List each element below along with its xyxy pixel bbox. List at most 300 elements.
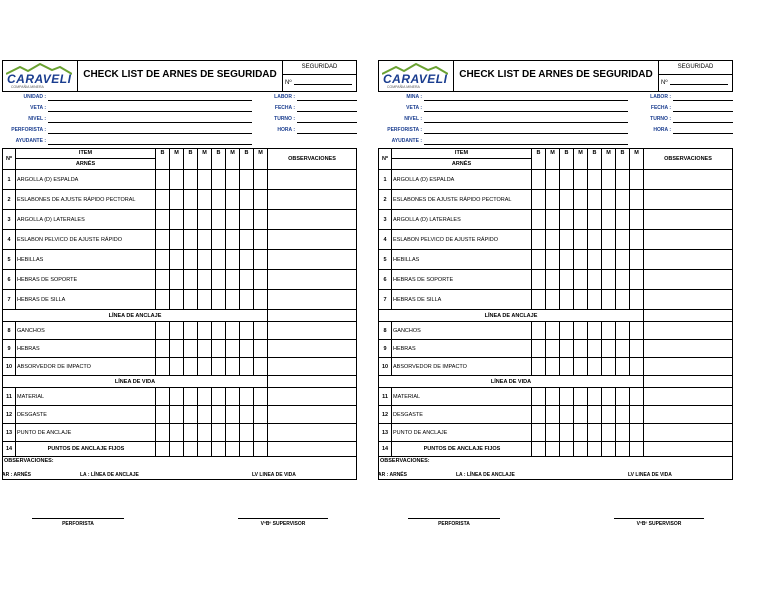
observation-cell[interactable] [268,270,356,289]
rating-cell[interactable] [546,442,560,456]
header-item [392,149,532,169]
rating-cell[interactable] [602,250,616,269]
rating-cell[interactable] [616,230,630,249]
observation-cell[interactable] [644,424,732,441]
rating-cell[interactable] [198,210,212,229]
rating-cell[interactable] [588,424,602,441]
perforista-field[interactable]: PERFORISTA : [2,125,252,135]
rating-cell[interactable] [630,210,644,229]
rating-cell[interactable] [532,442,546,456]
rating-cell[interactable] [588,290,602,309]
rating-cell[interactable] [574,210,588,229]
rating-cell[interactable] [240,322,254,339]
rating-cell[interactable] [226,442,240,456]
rating-cell[interactable] [616,358,630,375]
observation-cell[interactable] [644,442,732,456]
rating-cell[interactable] [574,170,588,189]
observation-cell[interactable] [268,424,356,441]
table-row [379,250,732,270]
rating-cell[interactable] [532,210,546,229]
observation-cell[interactable] [644,230,732,249]
rating-cell[interactable] [254,424,268,441]
rating-cell[interactable] [532,250,546,269]
hora-field[interactable]: HORA : [643,125,733,135]
rating-cell[interactable] [198,322,212,339]
rating-cell[interactable] [616,424,630,441]
rating-cell[interactable] [184,340,198,357]
rating-cell[interactable] [546,424,560,441]
observation-cell[interactable] [268,170,356,189]
rating-cell[interactable] [588,388,602,405]
rating-cell[interactable] [602,210,616,229]
row-number: 9 [379,340,392,357]
rating-cell[interactable] [574,290,588,309]
rating-cell[interactable] [170,406,184,423]
rating-cell[interactable] [156,322,170,339]
rating-cell[interactable] [602,170,616,189]
labor-field[interactable]: LABOR : [267,92,357,102]
table-row [379,210,732,230]
rating-cell[interactable] [532,270,546,289]
rating-cell[interactable] [254,358,268,375]
rating-cell[interactable] [630,442,644,456]
observation-cell[interactable] [644,190,732,209]
rating-cell[interactable] [184,358,198,375]
veta-field[interactable]: VETA : [378,103,628,113]
rating-cell[interactable] [240,442,254,456]
rating-cell[interactable] [630,170,644,189]
rating-cell[interactable] [254,322,268,339]
rating-cell[interactable] [560,170,574,189]
rating-cell[interactable] [170,388,184,405]
rating-cell[interactable] [240,210,254,229]
rating-cell[interactable] [616,388,630,405]
rating-cell[interactable] [602,190,616,209]
section-obs-cell[interactable] [644,376,732,387]
rating-cell[interactable] [560,230,574,249]
rating-cell[interactable] [546,250,560,269]
rating-cell[interactable] [212,170,226,189]
rating-cell[interactable] [546,190,560,209]
rating-cell[interactable] [240,270,254,289]
rating-cell[interactable] [560,210,574,229]
observation-cell[interactable] [268,340,356,357]
rating-cell[interactable] [532,340,546,357]
observation-cell[interactable] [268,358,356,375]
rating-cell[interactable] [240,340,254,357]
table-row [379,230,732,250]
observation-cell[interactable] [268,322,356,339]
rating-cell[interactable] [184,424,198,441]
turno-field[interactable]: TURNO : [267,114,357,124]
rating-cell[interactable] [170,442,184,456]
rating-cell[interactable] [226,290,240,309]
rating-cell[interactable] [532,230,546,249]
rating-cell[interactable] [170,424,184,441]
rating-cell[interactable] [602,424,616,441]
rating-cell[interactable] [602,270,616,289]
rating-cell[interactable] [560,190,574,209]
rating-cell[interactable] [212,358,226,375]
rating-cell[interactable] [588,442,602,456]
rating-cell[interactable] [254,230,268,249]
rating-cell[interactable] [156,270,170,289]
rating-cell[interactable] [240,170,254,189]
rating-cell[interactable] [602,388,616,405]
header-number: Nº [379,149,392,169]
rating-cell[interactable] [212,424,226,441]
rating-cell[interactable] [574,250,588,269]
rating-cell[interactable] [254,190,268,209]
rating-cell[interactable] [560,442,574,456]
rating-cell[interactable] [226,230,240,249]
observation-cell[interactable] [644,388,732,405]
observation-cell[interactable] [644,406,732,423]
rating-cell[interactable] [184,442,198,456]
rating-cell[interactable] [560,358,574,375]
rating-cell[interactable] [240,424,254,441]
rating-cell[interactable] [630,358,644,375]
rating-cell[interactable] [588,358,602,375]
rating-cell[interactable] [630,340,644,357]
table-row [379,442,732,457]
observation-cell[interactable] [268,442,356,456]
rating-cell[interactable] [212,210,226,229]
rating-cell[interactable] [212,406,226,423]
rating-cell[interactable] [630,290,644,309]
rating-cell[interactable] [254,406,268,423]
observation-cell[interactable] [644,340,732,357]
perforista-signature[interactable]: PERFORISTA [32,518,124,527]
observation-cell[interactable] [644,322,732,339]
row-number: 8 [3,322,16,339]
observation-cell[interactable] [644,290,732,309]
rating-cell[interactable] [198,230,212,249]
rating-cell[interactable] [156,340,170,357]
rating-cell[interactable] [212,270,226,289]
rating-cell[interactable] [226,170,240,189]
rating-cell[interactable] [240,290,254,309]
rating-cell[interactable] [602,230,616,249]
rating-cell[interactable] [532,170,546,189]
rating-cell[interactable] [532,290,546,309]
rating-cell[interactable] [240,250,254,269]
rating-cell[interactable] [630,322,644,339]
rating-cell[interactable] [616,210,630,229]
rating-cell[interactable] [532,322,546,339]
rating-cell[interactable] [212,388,226,405]
rating-cell[interactable] [226,270,240,289]
rating-cell[interactable] [226,340,240,357]
rating-cell[interactable] [532,358,546,375]
rating-cell[interactable] [546,406,560,423]
rating-cell[interactable] [616,406,630,423]
rating-cell[interactable] [240,388,254,405]
rating-cell[interactable] [560,250,574,269]
rating-cell[interactable] [226,406,240,423]
rating-cell[interactable] [254,442,268,456]
rating-cell[interactable] [630,424,644,441]
rating-cell[interactable] [574,388,588,405]
rating-cell[interactable] [240,230,254,249]
nivel-field[interactable]: NIVEL : [378,114,628,124]
rating-cell[interactable] [226,250,240,269]
rating-cell[interactable] [156,388,170,405]
observation-cell[interactable] [268,210,356,229]
section-obs-cell[interactable] [644,310,732,321]
rating-cell[interactable] [546,340,560,357]
observation-cell[interactable] [268,388,356,405]
rating-cell[interactable] [254,388,268,405]
rating-cell[interactable] [184,290,198,309]
rating-cell[interactable] [254,340,268,357]
rating-cell[interactable] [574,322,588,339]
rating-cell[interactable] [198,340,212,357]
observation-cell[interactable] [644,250,732,269]
rating-cell[interactable] [532,190,546,209]
rating-cell[interactable] [254,290,268,309]
rating-cell[interactable] [226,322,240,339]
supervisor-signature[interactable]: VºBº SUPERVISOR [238,518,328,527]
rating-cell[interactable] [212,250,226,269]
rating-cell[interactable] [156,250,170,269]
rating-cell[interactable] [184,210,198,229]
rating-cell[interactable] [588,322,602,339]
row-number: 14 [3,442,16,456]
rating-cell[interactable] [254,170,268,189]
rating-cell[interactable] [170,270,184,289]
observation-cell[interactable] [644,170,732,189]
rating-cell[interactable] [546,322,560,339]
rating-cell[interactable] [212,322,226,339]
rating-cell[interactable] [254,270,268,289]
rating-cell[interactable] [226,424,240,441]
rating-cell[interactable] [156,442,170,456]
rating-cell[interactable] [560,290,574,309]
rating-cell[interactable] [156,170,170,189]
table-row [379,424,732,442]
rating-cell[interactable] [546,358,560,375]
rating-cell[interactable] [574,230,588,249]
rating-cell[interactable] [630,388,644,405]
rating-cell[interactable] [616,340,630,357]
rating-cell[interactable] [630,250,644,269]
rating-cell[interactable] [212,290,226,309]
rating-cell[interactable] [254,250,268,269]
rating-cell[interactable] [156,358,170,375]
table-row [3,442,356,457]
rating-cell[interactable] [616,270,630,289]
rating-cell[interactable] [574,406,588,423]
rating-cell[interactable] [616,190,630,209]
rating-cell[interactable] [560,270,574,289]
rating-cell[interactable] [156,230,170,249]
rating-cell[interactable] [630,190,644,209]
rating-cell[interactable] [560,340,574,357]
observation-cell[interactable] [268,290,356,309]
rating-cell[interactable] [588,210,602,229]
row-number: 3 [3,210,16,229]
labor-field[interactable]: LABOR : [643,92,733,102]
seguridad-label: SEGURIDAD [283,61,356,75]
rating-cell[interactable] [198,424,212,441]
rating-cell[interactable] [184,190,198,209]
supervisor-signature[interactable]: VºBº SUPERVISOR [614,518,704,527]
perforista-field[interactable]: PERFORISTA : [378,125,628,135]
rating-cell[interactable] [574,424,588,441]
rating-cell[interactable] [240,190,254,209]
rating-cell[interactable] [546,210,560,229]
rating-cell[interactable] [184,388,198,405]
observaciones-label[interactable]: OBSERVACIONES: [380,458,430,464]
number-field[interactable]: Nº [659,75,732,91]
rating-cell[interactable] [156,210,170,229]
rating-cell[interactable] [602,290,616,309]
turno-field[interactable]: TURNO : [643,114,733,124]
rating-cell[interactable] [170,170,184,189]
hora-field[interactable]: HORA : [267,125,357,135]
checklist-table [2,148,357,480]
caraveli-logo: CARAVELI COMPAÑIA MINERA [3,61,78,91]
rating-cell[interactable] [156,424,170,441]
rating-cell[interactable] [546,290,560,309]
unidad-field[interactable]: UNIDAD : [2,92,252,102]
rating-cell[interactable] [602,340,616,357]
rating-cell[interactable] [156,290,170,309]
rating-cell[interactable] [184,250,198,269]
rating-cell[interactable] [198,190,212,209]
rating-cell[interactable] [588,270,602,289]
observaciones-label[interactable]: OBSERVACIONES: [4,458,54,464]
fecha-field[interactable]: FECHA : [267,103,357,113]
rating-cell[interactable] [212,442,226,456]
rating-cell[interactable] [616,290,630,309]
rating-cell[interactable] [198,358,212,375]
rating-cell[interactable] [546,270,560,289]
rating-cell[interactable] [588,230,602,249]
table-row [3,210,356,230]
rating-cell[interactable] [574,340,588,357]
rating-cell[interactable] [170,190,184,209]
rating-cell[interactable] [560,322,574,339]
observation-cell[interactable] [268,230,356,249]
nivel-field[interactable]: NIVEL : [2,114,252,124]
rating-cell[interactable] [602,442,616,456]
rating-cell[interactable] [226,358,240,375]
rating-cell[interactable] [198,270,212,289]
rating-cell[interactable] [560,388,574,405]
rating-cell[interactable] [226,388,240,405]
perforista-signature[interactable]: PERFORISTA [408,518,500,527]
rating-cell[interactable] [254,210,268,229]
section-obs-cell[interactable] [268,310,356,321]
rating-cell[interactable] [170,230,184,249]
observation-cell[interactable] [268,406,356,423]
rating-cell[interactable] [630,270,644,289]
ayudante-field[interactable]: AYUDANTE : [2,136,252,146]
rating-cell[interactable] [198,290,212,309]
rating-cell[interactable] [198,250,212,269]
rating-cell[interactable] [588,340,602,357]
rating-cell[interactable] [560,406,574,423]
observation-cell[interactable] [268,250,356,269]
rating-cell[interactable] [546,170,560,189]
rating-cell[interactable] [170,340,184,357]
rating-cell[interactable] [532,406,546,423]
rating-cell[interactable] [198,170,212,189]
rating-cell[interactable] [532,388,546,405]
rating-cell[interactable] [630,230,644,249]
rating-cell[interactable] [212,230,226,249]
rating-cell[interactable] [588,250,602,269]
rating-cell[interactable] [198,388,212,405]
rating-cell[interactable] [574,442,588,456]
fecha-field[interactable]: FECHA : [643,103,733,113]
rating-cell[interactable] [184,170,198,189]
rating-cell[interactable] [588,406,602,423]
rating-cell[interactable] [616,250,630,269]
observation-cell[interactable] [644,210,732,229]
rating-cell[interactable] [546,230,560,249]
seguridad-box [658,61,732,91]
table-row [3,190,356,210]
observation-cell[interactable] [644,270,732,289]
observation-cell[interactable] [644,358,732,375]
rating-cell[interactable] [616,442,630,456]
veta-field[interactable]: VETA : [2,103,252,113]
rating-cell[interactable] [240,358,254,375]
rating-cell[interactable] [170,250,184,269]
rating-cell[interactable] [212,340,226,357]
observation-cell[interactable] [268,190,356,209]
rating-cell[interactable] [184,322,198,339]
rating-cell[interactable] [170,358,184,375]
rating-cell[interactable] [588,190,602,209]
rating-cell[interactable] [170,290,184,309]
rating-cell[interactable] [574,270,588,289]
section-obs-cell[interactable] [268,376,356,387]
rating-cell[interactable] [184,270,198,289]
rating-cell[interactable] [560,424,574,441]
rating-cell[interactable] [602,406,616,423]
rating-cell[interactable] [602,358,616,375]
rating-cell[interactable] [170,210,184,229]
rating-cell[interactable] [184,406,198,423]
rating-cell[interactable] [616,322,630,339]
rating-cell[interactable] [170,322,184,339]
rating-cell[interactable] [630,406,644,423]
rating-cell[interactable] [240,406,254,423]
rating-cell[interactable] [156,190,170,209]
ayudante-field[interactable]: AYUDANTE : [378,136,628,146]
mina-field[interactable]: MINA : [378,92,628,102]
rating-cell[interactable] [184,230,198,249]
rating-cell[interactable] [532,424,546,441]
rating-cell[interactable] [602,322,616,339]
rating-cell[interactable] [546,388,560,405]
rating-cell[interactable] [212,190,226,209]
number-field[interactable]: Nº [283,75,356,91]
rating-cell[interactable] [588,170,602,189]
rating-cell[interactable] [226,210,240,229]
rating-cell[interactable] [616,170,630,189]
rating-cell[interactable] [156,406,170,423]
rating-cell[interactable] [198,406,212,423]
rating-cell[interactable] [574,358,588,375]
rating-cell[interactable] [198,442,212,456]
rating-cell[interactable] [226,190,240,209]
rating-cell[interactable] [574,190,588,209]
